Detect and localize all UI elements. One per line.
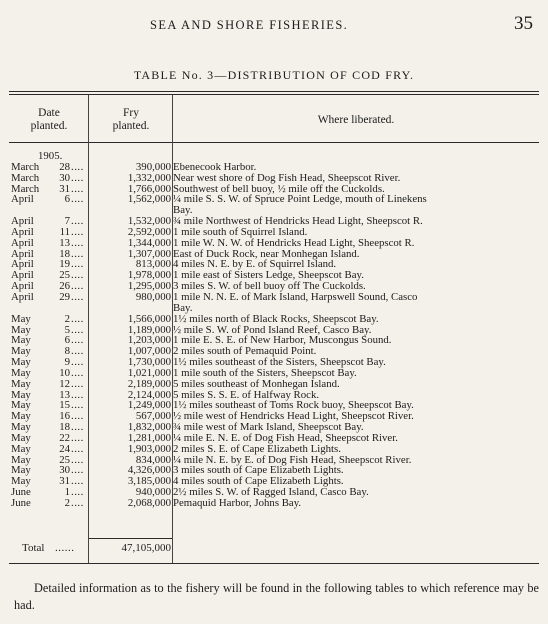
date-month: May [11, 453, 31, 466]
leader-dots: .... [71, 290, 84, 303]
date-month: May [11, 366, 31, 379]
location: 2½ miles S. W. of Ragged Island, Casco Bay. [173, 486, 369, 499]
column-header-date-line2: planted. [30, 120, 68, 132]
leader-dots: .... [71, 486, 84, 499]
table-body [0, 151, 548, 509]
date-month: May [11, 410, 31, 423]
total-rule [89, 538, 172, 539]
location: 1 mile south of Squirrel Island. [173, 225, 308, 238]
leader-dots: .... [71, 377, 84, 390]
fry-count: 1,281,000 [127, 431, 171, 444]
date-day: 24 [59, 442, 70, 455]
date-day: 13 [59, 388, 70, 401]
leader-dots: .... [71, 247, 84, 260]
fry-count: 813,000 [135, 258, 171, 271]
table-row [0, 194, 548, 205]
leader-dots: .... [71, 258, 84, 271]
date-month: May [11, 312, 31, 325]
leader-dots: .... [71, 421, 84, 434]
fry-count: 1,021,000 [127, 366, 171, 379]
date-day: 19 [59, 258, 70, 271]
date-month: April [11, 280, 34, 293]
leader-dots: .... [71, 236, 84, 249]
leader-dots: .... [71, 388, 84, 401]
fry-count: 1,332,000 [127, 171, 171, 184]
leader-dots: .... [71, 171, 84, 184]
date-month: May [11, 442, 31, 455]
date-month: March [11, 160, 40, 173]
date-day: 1 [64, 486, 70, 499]
date-day: 18 [59, 421, 70, 434]
total-row [0, 542, 548, 556]
leader-dots: .... [71, 312, 84, 325]
table-row [0, 498, 548, 509]
date-month: April [11, 193, 34, 206]
date-day: 2 [64, 312, 70, 325]
page-number: 35 [514, 13, 533, 34]
date-day: 10 [59, 366, 70, 379]
location: 1 mile east of Sisters Ledge, Sheepscot Bay. [173, 269, 364, 282]
leader-dots: .... [71, 442, 84, 455]
date-day: 15 [59, 399, 70, 412]
date-day: 25 [59, 453, 70, 466]
date-day: 25 [59, 269, 70, 282]
date-month: April [11, 290, 34, 303]
table-row [0, 238, 548, 249]
fry-count: 1,295,000 [127, 280, 171, 293]
date-month: May [11, 356, 31, 369]
total-value: 47,105,000 [121, 542, 171, 554]
location: ¼ mile S. S. W. of Spruce Point Ledge, mouth of Linekens [173, 193, 427, 206]
column-header-date [10, 107, 88, 133]
location: 1 mile N. N. E. of Mark Island, Harpswell Sound, Casco [173, 290, 418, 303]
fry-count: 2,189,000 [127, 377, 171, 390]
leader-dots: .... [71, 356, 84, 369]
location: 1½ miles southeast of Toms Rock buoy, Sheepscot Bay. [173, 399, 414, 412]
date-day: 31 [59, 182, 70, 195]
date-month: June [11, 486, 31, 499]
location: 4 miles south of Cape Elizabeth Lights. [173, 475, 344, 488]
fry-count: 2,068,000 [127, 497, 171, 509]
date-day: 5 [64, 323, 70, 336]
fry-count: 980,000 [135, 290, 171, 303]
table-top-rule-1 [9, 91, 539, 92]
leader-dots: .... [71, 160, 84, 173]
leader-dots: .... [71, 215, 84, 228]
fry-count: 1,249,000 [127, 399, 171, 412]
fry-count: 1,344,000 [127, 236, 171, 249]
date-month: May [11, 334, 31, 347]
fry-count: 1,832,000 [127, 421, 171, 434]
location: 3 miles south of Cape Elizabeth Lights. [173, 464, 344, 477]
fry-count: 940,000 [135, 486, 171, 499]
date-month: April [11, 225, 34, 238]
fry-count: 1,566,000 [127, 312, 171, 325]
running-title: SEA AND SHORE FISHERIES. [150, 18, 349, 32]
date-day: 29 [59, 290, 70, 303]
table-row [0, 292, 548, 303]
date-month: May [11, 431, 31, 444]
date-day: 26 [59, 280, 70, 293]
leader-dots: .... [71, 225, 84, 238]
year-label: 1905. [38, 150, 63, 162]
date-month: May [11, 388, 31, 401]
location: 4 miles N. E. by E. of Squirrel Island. [173, 258, 337, 271]
leader-dots: .... [71, 182, 84, 195]
footnote: Detailed information as to the fishery will be found in the following tables to which reference may be had. [14, 581, 539, 612]
fry-count: 2,592,000 [127, 225, 171, 238]
date-day: 2 [64, 497, 70, 509]
column-header-fry-line2: planted. [112, 120, 150, 132]
date-day: 18 [59, 247, 70, 260]
date-month: May [11, 464, 31, 477]
date-month: March [11, 182, 40, 195]
table-row [0, 173, 548, 184]
date-month: June [11, 497, 31, 509]
fry-count: 1,532,000 [127, 215, 171, 228]
leader-dots: .... [71, 193, 84, 206]
column-header-date-line1: Date [38, 107, 60, 119]
leader-dots: .... [71, 323, 84, 336]
location: 1½ miles north of Black Rocks, Sheepscot Bay. [173, 312, 379, 325]
running-head [0, 13, 548, 34]
leader-dots: .... [71, 280, 84, 293]
leader-dots: .... [71, 269, 84, 282]
date-day: 11 [59, 225, 70, 238]
date-month: April [11, 269, 34, 282]
fry-count: 1,730,000 [127, 356, 171, 369]
fry-count: 4,326,000 [127, 464, 171, 477]
location: Bay. [173, 301, 193, 314]
leader-dots: .... [71, 464, 84, 477]
location: 1 mile south of the Sisters, Sheepscot Bay. [173, 366, 357, 379]
location: ½ mile west of Hendricks Head Light, Sheepscot River. [173, 410, 414, 423]
date-month: May [11, 377, 31, 390]
date-month: April [11, 236, 34, 249]
leader-dots: .... [71, 399, 84, 412]
leader-dots: .... [71, 334, 84, 347]
date-month: May [11, 323, 31, 336]
location: 1 mile W. N. W. of Hendricks Head Light, Sheepscot R. [173, 236, 415, 249]
location: 1½ miles southeast of the Sisters, Sheepscot Bay. [173, 356, 386, 369]
table-row [0, 379, 548, 390]
date-month: May [11, 399, 31, 412]
location: ¾ mile Northwest of Hendricks Head Light, Sheepscot R. [173, 215, 423, 228]
date-month: May [11, 421, 31, 434]
location: 3 miles S. W. of bell buoy off The Cuckolds. [173, 280, 366, 293]
date-month: April [11, 258, 34, 271]
date-day: 6 [64, 193, 70, 206]
location: Pemaquid Harbor, Johns Bay. [173, 497, 302, 509]
date-day: 31 [59, 475, 70, 488]
table-row [0, 444, 548, 455]
location: 2 miles S. E. of Cape Elizabeth Lights. [173, 442, 341, 455]
location: 5 miles S. S. E. of Halfway Rock. [173, 388, 320, 401]
column-header-where: Where liberated. [317, 114, 395, 126]
date-month: May [11, 475, 31, 488]
fry-count: 1,903,000 [127, 442, 171, 455]
row-container [0, 162, 548, 509]
location: 2 miles south of Pemaquid Point. [173, 345, 317, 358]
fry-count: 1,978,000 [127, 269, 171, 282]
location: Ebenecook Harbor. [173, 160, 257, 173]
date-day: 30 [59, 171, 70, 184]
fry-count: 834,000 [135, 453, 171, 466]
location: ¼ mile N. E. by E. of Dog Fish Head, Sheepscot River. [173, 453, 412, 466]
leader-dots: .... [71, 431, 84, 444]
fry-count: 390,000 [135, 160, 171, 173]
date-month: April [11, 247, 34, 260]
date-month: April [11, 215, 34, 228]
leader-dots: .... [71, 453, 84, 466]
location: 1 mile E. S. E. of New Harbor, Muscongus Sound. [173, 334, 392, 347]
fry-count: 1,766,000 [127, 182, 171, 195]
table-row [0, 314, 548, 325]
location: East of Duck Rock, near Monhegan Island. [173, 247, 360, 260]
date-day: 28 [59, 160, 70, 173]
column-header-fry-line1: Fry [123, 107, 139, 119]
fry-count: 1,562,000 [127, 193, 171, 206]
location: ¼ mile E. N. E. of Dog Fish Head, Sheepscot River. [173, 431, 398, 444]
total-dots: ...... [55, 542, 75, 554]
date-day: 9 [64, 356, 70, 369]
location: Bay. [173, 204, 193, 217]
table-title: TABLE No. 3—DISTRIBUTION OF COD FRY. [133, 68, 415, 82]
leader-dots: .... [71, 410, 84, 423]
total-label: Total [22, 542, 45, 554]
fry-count: 1,189,000 [127, 323, 171, 336]
leader-dots: .... [71, 366, 84, 379]
location: 5 miles southeast of Monhegan Island. [173, 377, 340, 390]
date-day: 6 [64, 334, 70, 347]
date-day: 7 [64, 215, 70, 228]
table-bottom-rule [9, 563, 539, 564]
date-day: 8 [64, 345, 70, 358]
location: ¾ mile west of Mark Island, Sheepscot Bay. [173, 421, 364, 434]
date-day: 12 [59, 377, 70, 390]
date-month: March [11, 171, 40, 184]
date-month: May [11, 345, 31, 358]
date-day: 13 [59, 236, 70, 249]
fry-count: 567,000 [135, 410, 171, 423]
fry-count: 1,307,000 [127, 247, 171, 260]
date-day: 30 [59, 464, 70, 477]
leader-dots: .... [71, 475, 84, 488]
fry-count: 1,203,000 [127, 334, 171, 347]
column-header-fry [90, 107, 172, 133]
fry-count: 2,124,000 [127, 388, 171, 401]
date-day: 22 [59, 431, 70, 444]
fry-count: 3,185,000 [127, 475, 171, 488]
fry-count: 1,007,000 [127, 345, 171, 358]
location: Southwest of bell buoy, ½ mile off the Cuckolds. [173, 182, 385, 195]
date-day: 16 [59, 410, 70, 423]
location: ½ mile S. W. of Pond Island Reef, Casco Bay. [173, 323, 372, 336]
leader-dots: .... [71, 497, 84, 509]
location: Near west shore of Dog Fish Head, Sheepscot River. [173, 171, 401, 184]
leader-dots: .... [71, 345, 84, 358]
